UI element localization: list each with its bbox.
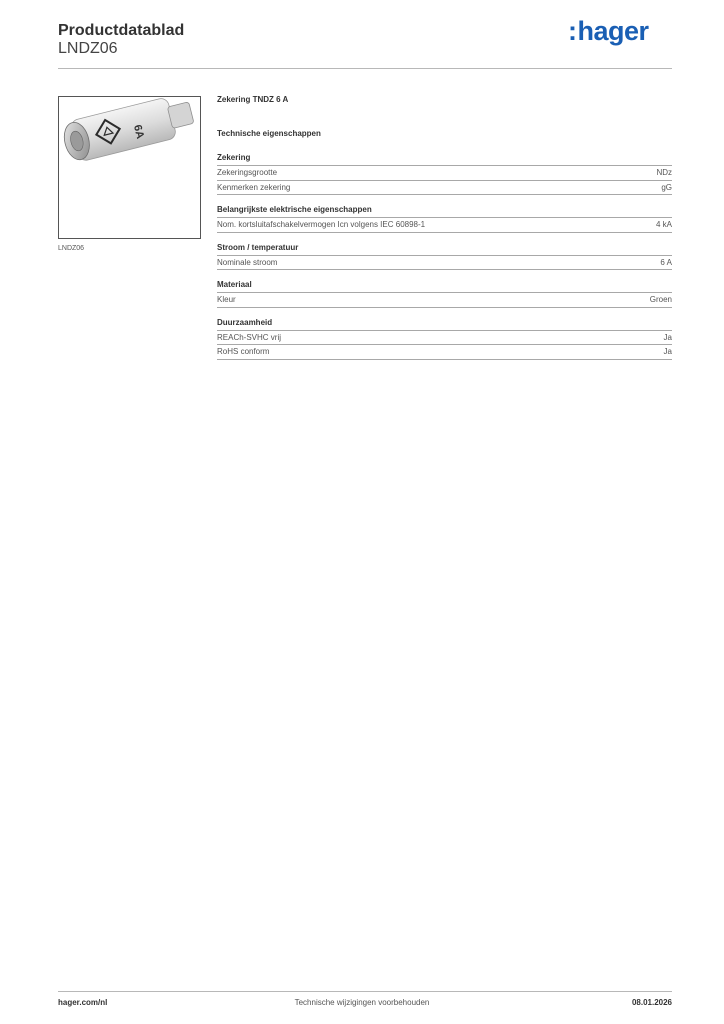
spec-label: REACh-SVHC vrij (217, 332, 282, 342)
spec-row (217, 166, 672, 181)
spec-value: 4 kA (655, 220, 672, 229)
section-heading: Stroom / temperatuur (217, 243, 672, 256)
spec-row (217, 345, 672, 360)
footer-website-link[interactable]: hager.com/nl (58, 998, 108, 1007)
product-code: LNDZ06 (58, 40, 118, 57)
spec-row (217, 181, 672, 196)
section-heading: Belangrijkste elektrische eigenschappen (217, 205, 672, 218)
spec-row (217, 256, 672, 271)
spec-section-current (217, 243, 672, 271)
spec-label: RoHS conform (217, 347, 270, 356)
spec-section-zekering (217, 153, 672, 195)
logo-text: hager (577, 16, 649, 46)
spec-value: Groen (649, 295, 672, 304)
section-heading: Zekering (217, 153, 672, 166)
section-heading: Materiaal (217, 280, 672, 293)
product-name: Zekering TNDZ 6 A (217, 95, 289, 104)
hager-logo: :hager (568, 16, 649, 46)
spec-label: Nominale stroom (217, 257, 278, 267)
spec-label: Zekeringsgrootte (217, 168, 278, 177)
fuse-rating-label: 6A (130, 123, 146, 141)
image-caption: LNDZ06 (58, 245, 85, 252)
spec-label: Kleur (217, 295, 236, 304)
spec-row (217, 331, 672, 346)
spec-value: NDz (656, 168, 672, 177)
spec-row (217, 293, 672, 308)
fuse-illustration (59, 97, 200, 238)
page-title: Productdatablad (58, 22, 185, 39)
spec-row (217, 218, 672, 233)
spec-value: gG (661, 182, 672, 192)
footer-date: 08.01.2026 (631, 998, 672, 1007)
spec-value: Ja (663, 332, 672, 342)
section-heading: Duurzaamheid (217, 318, 672, 331)
footer-disclaimer: Technische wijzigingen voorbehouden (294, 998, 430, 1007)
product-details (217, 95, 672, 360)
spec-section-material (217, 280, 672, 308)
product-image (58, 96, 201, 239)
spec-section-sustainability (217, 318, 672, 360)
header-divider (58, 68, 672, 69)
spec-value: 6 A (660, 257, 672, 267)
footer-divider (58, 991, 672, 992)
spec-label: Kenmerken zekering (217, 182, 291, 192)
specs-title: Technische eigenschappen (217, 129, 321, 138)
spec-label: Nom. kortsluitafschakelvermogen Icn volgens IEC 60898-1 (217, 220, 426, 229)
spec-section-electrical (217, 205, 672, 233)
spec-value: Ja (663, 347, 672, 356)
